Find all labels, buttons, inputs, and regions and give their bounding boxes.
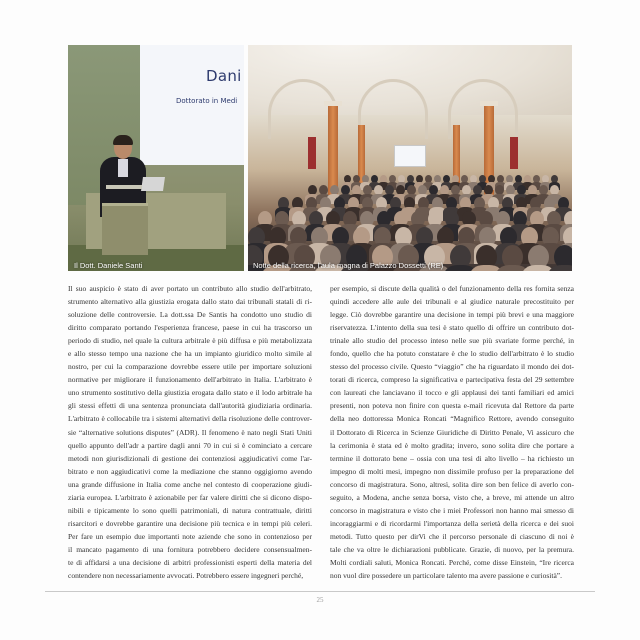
text-line: torati di ricerca, compreso la significativa e partecipativa festa del 29 settembre — [330, 375, 574, 385]
text-line: quello appunto dell'adr a partire dagli anni 70 in cui si è cominciato a cercare — [68, 440, 312, 450]
desk-papers — [106, 185, 142, 189]
page-number: 25 — [316, 596, 324, 604]
text-line: periodo di studio, nel quale la cultura arbitrale è più diffusa e più metabolizzata — [68, 336, 312, 346]
text-line: metodi. Tutto questo per dirVi che il percorso personale di ciascuno di noi è — [330, 531, 574, 541]
text-line: contendere non necessariamente avvocati. Potrebbero essere ingegneri perché, — [68, 571, 304, 581]
speaker-photo — [68, 45, 244, 271]
text-line: nostro, per cui la comparazione dovrebbe essere utile per importare soluzioni — [68, 362, 312, 372]
text-line: la cerimonia è stata ed è molto gradita; invero, sono solita dire che portare a — [330, 440, 574, 450]
text-line: gli stessi effetti di una sentenza pronunciata dall'autorità giudiziaria ordinaria. — [68, 401, 312, 411]
column-capital — [480, 101, 498, 106]
text-column-left — [68, 282, 312, 582]
text-line: concorso di magistratura. Sono, altresì, solita dire son ben felice di averlo con- — [330, 479, 574, 489]
text-line: ziaria europea. L'arbitrato è azionabile per far valere diritti che si dicono dispo- — [68, 492, 312, 502]
laptop — [141, 177, 165, 191]
text-line: Per fare un esempio due importanti note aziende che sono in contenzioso per — [68, 531, 312, 541]
lectern — [102, 203, 148, 255]
speaker-shirt — [118, 159, 128, 177]
text-line: L'arbitrato è collocabile tra i sistemi alternativi della risoluzione delle controver- — [68, 414, 312, 424]
text-line: te di affidarsi a una decisione di arbitri professionisti esperti della materia del — [68, 557, 312, 567]
photo-caption-right: Notte della ricerca, l'aula magna di Palazzo Dossetti (RE) — [253, 261, 444, 270]
text-line: impegno di molti mesi, impegno non dissimile profuso per la preparazione del — [330, 466, 574, 476]
text-line: bitrato e non aggiudicativi come la mediazione che stanno oggigiorno avendo — [68, 466, 312, 476]
text-line: una grande diffusione in Italia come anche nel contesto di cooperazione giudi- — [68, 479, 312, 489]
text-line: metodi non giurisdizionali di gestione dei contenziosi aggiudicativi come l'ar- — [68, 453, 312, 463]
text-line: per esempio, si discute della qualità o del funzionamento della res fornita senza — [330, 284, 574, 293]
text-line: fondo, quello che ha potuto constatare è che lo studio dell'arbitrato è lo studio — [330, 349, 574, 359]
text-line: della neo dottoressa Monica Roncati “Magnifico Rettore, avendo conseguito — [330, 414, 574, 424]
text-line: uno strumento sostitutivo della giustizia erogata dallo stato e il lodo arbitrale ha — [68, 388, 312, 398]
text-line: con laureati che lanciavano il tocco e gli applausi dei tanti familiari ed amici — [330, 388, 574, 398]
screen-title: Dani — [206, 67, 242, 85]
text-line: sie “alternative solutions disputes” (ADR). Il fenomeno è nato negli Stati Uniti — [68, 427, 312, 437]
text-line: quindi accedere alle aule dei tribunali e al giudice naturale precostituito per — [330, 297, 574, 307]
text-line: concorso in magistratura e visto che i miei Professori non hanno mai smesso di — [330, 505, 574, 515]
text-line: termine il dottorato bene – ossia con una tesi di alto livello – ha richiesto un — [330, 453, 574, 463]
screen-subtitle: Dottorato in Medi — [176, 97, 238, 105]
text-line: Molti cordiali saluti, Monica Roncati. Perché, come disse Einstein, “Ire ricerca — [330, 557, 574, 567]
text-line: il mancato pagamento di una fornitura potrebbero decidere consensualmen- — [68, 544, 312, 554]
text-line: non vuol dire possedere un particolare talento ma avere passione e curiosità”. — [330, 571, 562, 581]
audience-shoulders — [548, 265, 572, 271]
text-line: incoraggiarmi e di ricordarmi l'importanza della serietà della ricerca e dei suoi — [330, 518, 574, 528]
column-capital — [324, 101, 342, 106]
text-line: seguito, a Modena, anche senza borsa, visto che, a breve, mi attende un altro — [330, 492, 574, 502]
column — [328, 105, 338, 195]
text-column-right — [330, 282, 574, 582]
text-line: il Dottorato di Ricerca in Scienze Giuridiche di Diritto Penale, Vi assicuro che — [330, 427, 574, 437]
text-line: trinale allo studio del processo inteso nelle sue più svariate forme perché, in — [330, 336, 574, 346]
photo-caption-left: Il Dott. Daniele Santi — [74, 261, 143, 270]
back-projection-screen — [394, 145, 426, 167]
text-line: stesso del processo civile. Questo “viaggio” che ha riguardato il mondo dei dot- — [330, 362, 574, 372]
red-banner — [510, 137, 518, 169]
text-line: tale che va oltre le dichiarazioni pubblicate. Grazie, di nuovo, per la premura. — [330, 544, 574, 554]
text-line: nibili e tipicamente lo sono quelli patrimoniali, di natura contrattuale, diritti — [68, 505, 312, 515]
audience-photo — [248, 45, 572, 271]
text-line: e allo stesso tempo una nazione che ha un impianto giuridico molto simile al — [68, 349, 312, 359]
footer-rule — [45, 591, 595, 592]
text-line: presenti, non poteva non finire con questa e-mail ricevuta dal Rettore da parte — [330, 401, 574, 411]
text-line: normative per migliorare il funzionamento dell'arbitrato in Italia. L'arbitrato è — [68, 375, 312, 385]
text-line: diritto comparato portando l'esperienza francese, paese in cui ha trascorso un — [68, 323, 312, 333]
red-banner — [308, 137, 316, 169]
text-line: legge. Ciò dovrebbe garantire una decisione in tempi più brevi e una maggiore — [330, 310, 574, 320]
text-line: risarcitori e dovrebbe garantire una decisione più tecnica e in tempi più celeri. — [68, 518, 312, 528]
text-line: riservatezza. L'intento della sua tesi è stato quello di offrire un contributo dot- — [330, 323, 574, 333]
text-line: soluzione delle controversie. La dott.ssa De Santis ha condotto uno studio di — [68, 310, 312, 320]
text-line: Il suo auspicio è stato di aver portato un contributo allo studio dell'arbitrato, — [68, 284, 312, 293]
speaker-hair — [113, 135, 133, 145]
text-line: strumento alternativo alla giustizia erogata dallo stato dai tribunali statali di ri- — [68, 297, 312, 307]
projection-screen — [140, 45, 244, 165]
